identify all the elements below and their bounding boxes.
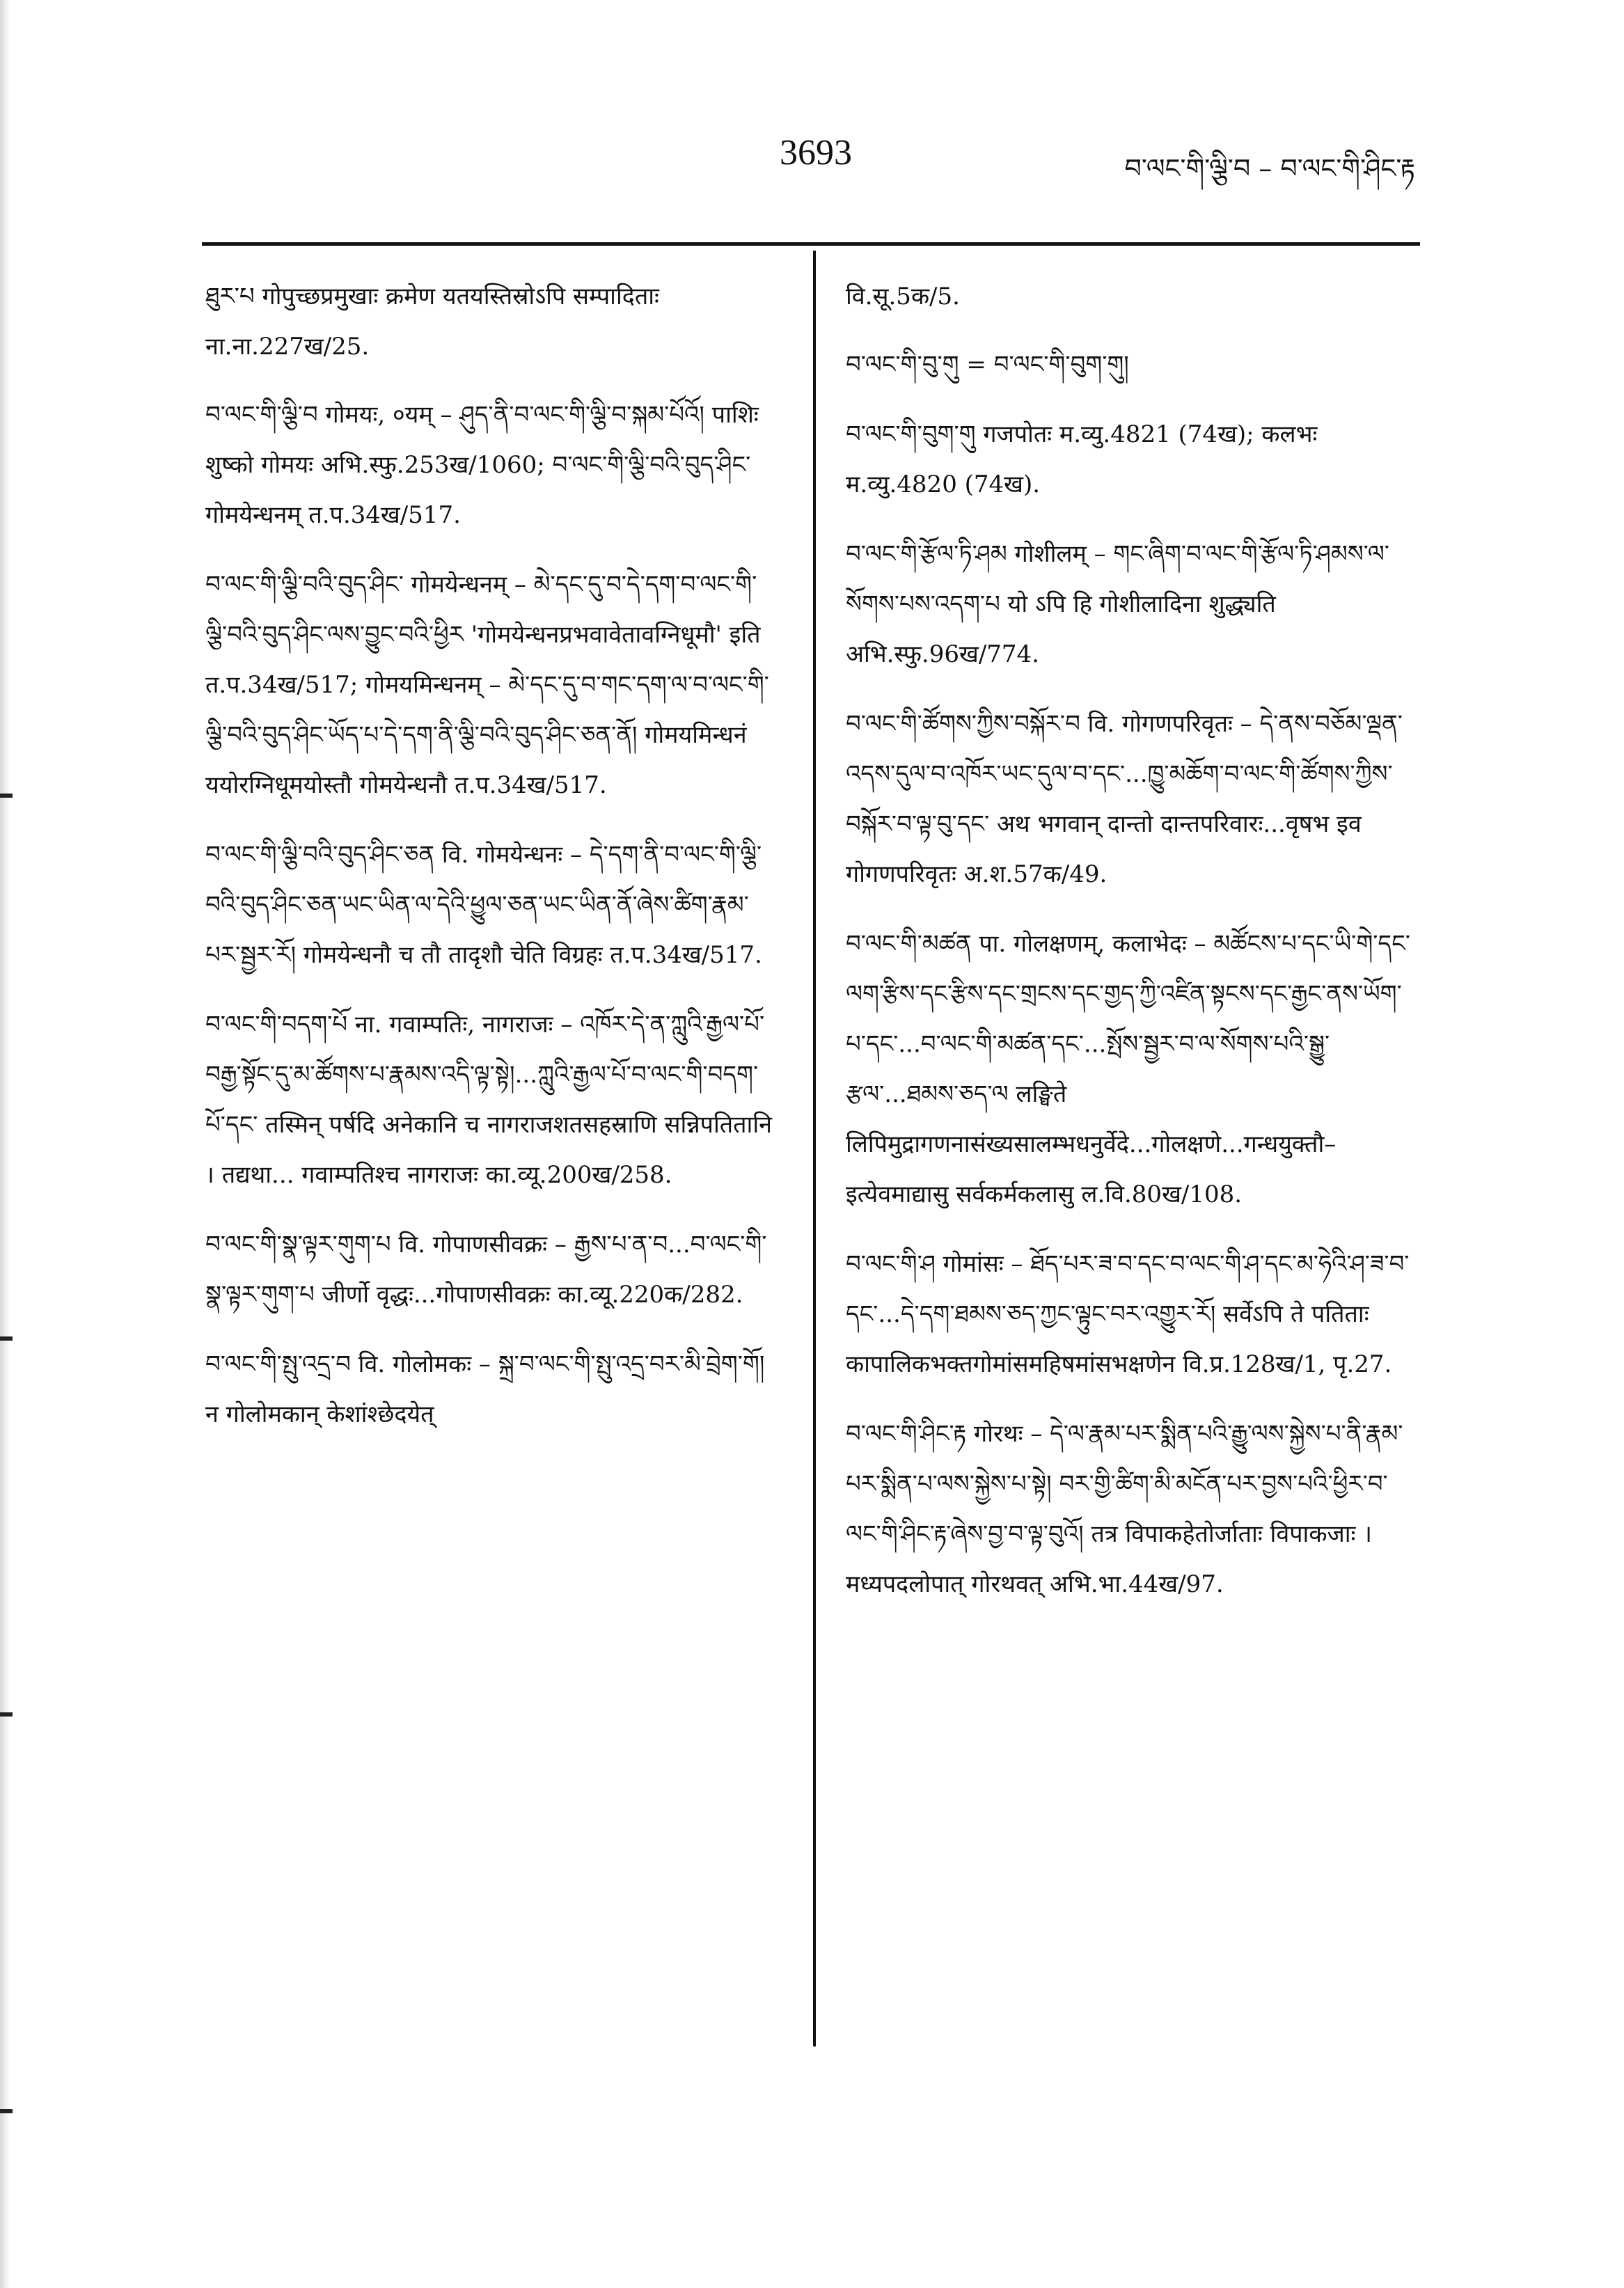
dictionary-entry: [205, 560, 776, 810]
dictionary-entry: [205, 271, 776, 372]
dictionary-entry: [846, 340, 1417, 390]
page-number: 3693: [780, 133, 852, 173]
entry-text: བ་ལང་གི་ལྕི་བའི་བུད་ཤིང་ गोमयेन्धनम् – མེ་དང་དུ་བ་དེ་དག་བ་ལང་གི་ལྕི་བའི་བུད་ཤིང་ལས་བྱུང་བའི་ཕྱིར 'गोमयेन्धनप्रभवावेतावग्निधूमौ' इति त.प.34ख/517; गोमयमिन्धनम् – མེ་དང་དུ་བ་གང་དག་ལ་བ་ལང་གི་ལྕི་བའི་བུད་ཤིང་ཡོད་པ་དེ་དག་ནི་ལྕི་བའི་བུད་ཤིང་ཅན་ནོ། गोमयमिन्धनं ययोरग्निधूमयोस्तौ गोमयेन्धनौ त.प.34ख/517.: [205, 571, 769, 799]
entry-text: བ་ལང་གི་ཤ गोमांसः – ཐོད་པར་ཟ་བ་དང་བ་ལང་གི་ཤ་དང་མ་ཧེའི་ཤ་ཟ་བ་དང་...དེ་དག་ཐམས་ཅད་ཀྱང་ལྟུང་བར་འགྱུར་རོ། सर्वेऽपि ते पतिताः कापालिकभक्तगोमांसमहिषमांसभक्षणेन वि.प्र.128ख/1, पृ.27.: [846, 1250, 1410, 1378]
scan-mark: [0, 1336, 13, 1341]
dictionary-entry: [205, 390, 776, 540]
entry-text: वि.सू.5क/5.: [846, 283, 960, 310]
entry-text: བ་ལང་གི་སྤུ་འདྲ་བ वि. गोलोमकः – སྐྲ་བ་ལང་གི་སྤུ་འདྲ་བར་མི་བྲེག་གོ། न गोलोमकान् केशांश्छेदयेत्: [205, 1350, 765, 1428]
entry-text: བ་ལང་གི་ལྕི་བའི་བུད་ཤིང་ཅན वि. गोमयेन्धनः – དེ་དག་ནི་བ་ལང་གི་ལྕི་བའི་བུད་ཤིང་ཅན་ཡང་ཡིན་ལ་དེའི་ཕྱུལ་ཅན་ཡང་ཡིན་ནོ་ཞེས་ཚིག་རྣམ་པར་སྦྱར་རོ། गोमयेन्धनौ च तौ तादृशौ चेति विग्रहः त.प.34ख/517.: [205, 841, 762, 969]
entry-text: བ་ལང་གི་སྣ་ལྟར་གུག་པ वि. गोपाणसीवक्रः – རྒྱས་པ་ན་བ...བ་ལང་གི་སྣ་ལྟར་གུག་པ जीर्णो वृद्धः...गोपाणसीवक्रः का.व्यू.220क/282.: [205, 1231, 767, 1309]
entry-text: བ་ལང་གི་བུ་གུ = བ་ལང་གི་བུག་གུ།: [846, 351, 1129, 379]
right-column: [846, 271, 1417, 1629]
column-divider: [813, 251, 816, 2046]
scan-mark: [0, 2109, 13, 2113]
dictionary-entry: [846, 919, 1417, 1220]
entry-text: བ་ལང་གི་ཚོགས་ཀྱིས་བསྐོར་བ वि. गोगणपरिवृतः – དེ་ནས་བཅོམ་ལྡན་འདས་དུལ་བ་འཁོར་ཡང་དུལ་བ་དང་...ཁྱུ་མཆོག་བ་ལང་གི་ཚོགས་ཀྱིས་བསྐོར་བ་ལྟ་བུ་དང་ अथ भगवान् दान्तो दान्तपरिवारः...वृषभ इव गोगणपरिवृतः अ.श.57क/49.: [846, 710, 1403, 888]
entry-text: བ་ལང་གི་རྩོལ་ཏི་ཤམ गोशीलम् – གང་ཞིག་བ་ལང་གི་རྩོལ་ཏི་ཤམས་ལ་སོགས་པས་འདག་པ यो ऽपि हि गोशीलादिना शुद्ध्यति अभि.स्फु.96ख/774.: [846, 540, 1389, 668]
entry-text: བ་ལང་གི་ཤིང་རྟ गोरथः – དེ་ལ་རྣམ་པར་སྨིན་པའི་རྒྱུ་ལས་སྐྱེས་པ་ནི་རྣམ་པར་སྨིན་པ་ལས་སྐྱེས་པ་སྟེ། བར་གྱི་ཚིག་མི་མངོན་པར་བྱས་པའི་ཕྱིར་བ་ལང་གི་ཤིང་རྟ་ཞེས་བྱ་བ་ལྟ་བུའོ། तत्र विपाकहेतोर्जाताः विपाकजाः । मध्यपदलोपात् गोरथवत् अभि.भा.44ख/97.: [846, 1420, 1403, 1598]
scan-edge: [0, 0, 10, 2288]
dictionary-entry: [846, 699, 1417, 899]
dictionary-entry: [846, 1409, 1417, 1609]
entry-text: ཐུར་པ गोपुच्छप्रमुखाः क्रमेण यतयस्तिस्रोऽपि सम्पादिताः ना.ना.227ख/25.: [205, 283, 659, 361]
dictionary-entry: [205, 1220, 776, 1320]
entry-text: བ་ལང་གི་ལྕི་བ गोमयः, ०यम् – ཤུད་ནི་བ་ལང་གི་ལྕི་བ་སྐམ་པོའོ། पाशिः शुष्को गोमयः अभि.स्फु.253ख/1060; བ་ལང་གི་ལྕི་བའི་བུད་ཤིང་ गोमयेन्धनम् त.प.34ख/517.: [205, 401, 759, 529]
entry-text: བ་ལང་གི་བུག་གུ गजपोतः म.व्यु.4821 (74ख); कलभः म.व्यु.4820 (74ख).: [846, 420, 1318, 498]
dictionary-entry: [846, 529, 1417, 679]
dictionary-entry: [846, 409, 1417, 510]
dictionary-entry: [205, 1000, 776, 1200]
scan-mark: [0, 794, 13, 798]
left-column: [205, 271, 776, 1459]
dictionary-entry: [846, 271, 1417, 322]
running-title: བ་ལང་གི་ལྕི་བ – བ་ལང་གི་ཤིང་རྟ: [1124, 153, 1415, 184]
header-rule: [202, 242, 1420, 246]
dictionary-entry: [846, 1239, 1417, 1389]
scan-mark: [0, 1712, 13, 1717]
dictionary-entry: [205, 1339, 776, 1439]
dictionary-entry: [205, 830, 776, 980]
entry-text: བ་ལང་གི་མཚན पा. गोलक्षणम्, कलाभेदः – མཚོངས་པ་དང་ཡི་གེ་དང་ལག་རྩིས་དང་རྩིས་དང་གྲངས་དང་གྱད་ཀྱི་འཛིན་སྟངས་དང་རྒྱང་ནས་ཡོག་པ་དང་...བ་ལང་གི་མཚན་དང་...སྤོས་སྦྱར་བ་ལ་སོགས་པའི་སྒྱུ་རྩལ་...ཐམས་ཅད་ལ लङ्घिते लिपिमुद्रागणनासंख्यसालम्भधनुर्वेदे...गोलक्षणे...गन्धयुक्तौ–इत्येवमाद्यासु सर्वकर्मकलासु ल.वि.80ख/108.: [846, 930, 1410, 1208]
entry-text: བ་ལང་གི་བདག་པོ ना. गवाम्पतिः, नागराजः – འཁོར་དེ་ན་ཀླུའི་རྒྱལ་པོ་བརྒྱ་སྟོང་དུ་མ་ཚོགས་པ་རྣམས་འདི་ལྟ་སྟེ།...ཀླུའི་རྒྱལ་པོ་བ་ལང་གི་བདག་པོ་དང་ तस्मिन् पर्षदि अनेकानि च नागराजशतसहस्राणि सन्निपतितानि । तद्यथा... गवाम्पतिश्च नागराजः का.व्यू.200ख/258.: [205, 1011, 773, 1189]
